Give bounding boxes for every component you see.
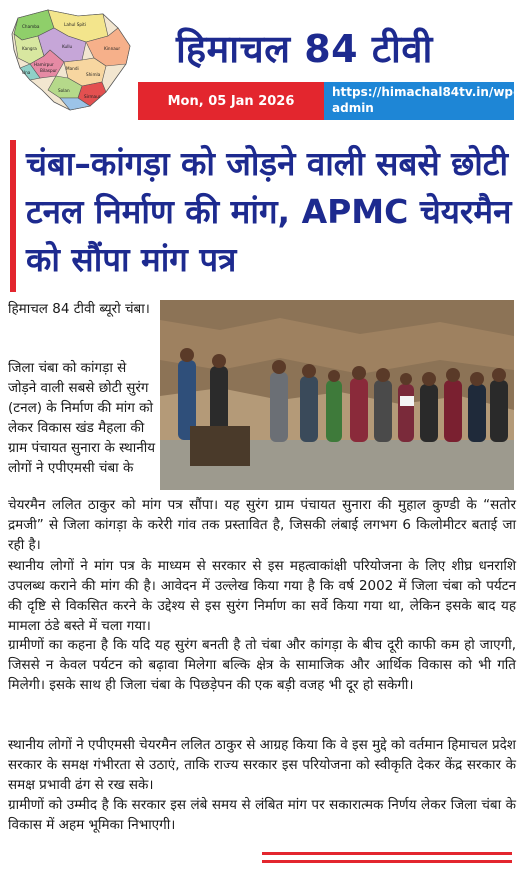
brand-name: हिमाचल 84 टीवी [176, 27, 433, 71]
svg-text:Solan: Solan [58, 88, 70, 93]
article-paragraph-5: ग्रामीणों को उम्मीद है कि सरकार इस लंबे समय से लंबित मांग पर सकारात्मक निर्णय लेकर जिला चंबा के विकास में अहम भूमिका निभाएगी। [8, 797, 516, 833]
svg-text:Lahul Spiti: Lahul Spiti [64, 22, 86, 27]
date-label: Mon, 05 Jan 2026 [138, 82, 324, 120]
masthead [0, 0, 526, 122]
svg-text:Bilaspur: Bilaspur [40, 68, 57, 73]
article-paragraph-intro: जिला चंबा को कांगड़ा से जोड़ने वाली सबसे छोटी सुरंग (टनल) के निर्माण की मांग को लेकर विकास खंड मैहला की ग्राम पंचायत सुनारा के स्थानीय लोगों ने एपीएमसी चंबा के [8, 360, 156, 476]
article-byline: हिमाचल 84 टीवी ब्यूरो चंबा। [8, 301, 150, 317]
site-url-link[interactable]: https://himachal84tv.in/wp-admin [324, 82, 514, 120]
svg-text:Mandi: Mandi [66, 66, 79, 71]
svg-text:Sirmaur: Sirmaur [84, 94, 101, 99]
himachal-map-logo [8, 6, 138, 116]
svg-text:Kinnaur: Kinnaur [104, 46, 121, 51]
footer-divider [262, 852, 512, 855]
svg-text:Chamba: Chamba [22, 24, 40, 29]
svg-text:Kullu: Kullu [62, 44, 73, 49]
article-headline: चंबा–कांगड़ा को जोड़ने वाली सबसे छोटी टनल निर्माण की मांग, APMC चेयरमैन को सौंपा मांग पत्र [26, 144, 512, 279]
article-paragraph-intro-continued: चेयरमैन ललित ठाकुर को मांग पत्र सौंपा। यह सुरंग ग्राम पंचायत सुनारा की मुहाल कुण्डी के “सतोर द्रमजी” से जिला कांगड़ा के करेरी गांव तक प्रस्तावित है, जिसकी लंबाई लगभग 6 किलोमीटर बताई जा रही है। [8, 497, 516, 553]
headline-accent-bar [10, 140, 16, 292]
svg-text:Shimla: Shimla [86, 72, 101, 77]
svg-text:Una: Una [22, 70, 31, 75]
svg-text:Hamirpur: Hamirpur [34, 62, 54, 67]
article-paragraph-4: स्थानीय लोगों ने एपीएमसी चेयरमैन ललित ठाकुर से आग्रह किया कि वे इस मुद्दे को वर्तमान हिमाचल प्रदेश सरकार के समक्ष गंभीरता से उठाएं, ताकि राज्य सरकार इस परियोजना को स्वीकृति देकर केंद्र सरकार के समक्ष प्रभावी ढंग से रख सके। [8, 737, 516, 793]
svg-text:Kangra: Kangra [22, 46, 37, 51]
article-photo [160, 300, 514, 490]
article-paragraph-3: ग्रामीणों का कहना है कि यदि यह सुरंग बनती है तो चंबा और कांगड़ा के बीच दूरी काफी कम हो जाएगी, जिससे न केवल पर्यटन को बढ़ावा मिलेगा बल्कि क्षेत्र के सामाजिक और आर्थिक विकास को भी गति मिलेगी। इसके साथ ही जिला चंबा के पिछड़ेपन की एक बड़ी वजह भी दूर हो सकेगी। [8, 637, 516, 693]
footer-divider [262, 860, 512, 863]
article-paragraph-2: स्थानीय लोगों ने मांग पत्र के माध्यम से सरकार से इस महत्वाकांक्षी परियोजना के लिए शीघ्र धनराशि उपलब्ध कराने की मांग की है। आवेदन में उल्लेख किया गया है कि वर्ष 2002 में जिला चंबा को पर्यटन की दृष्टि से विकसित करने के उद्देश्य से इस सुरंग निर्माण का सर्वे किया गया था, लेकिन इसके बाद यह मामला ठंडे बस्ते में चला गया। [8, 558, 516, 634]
